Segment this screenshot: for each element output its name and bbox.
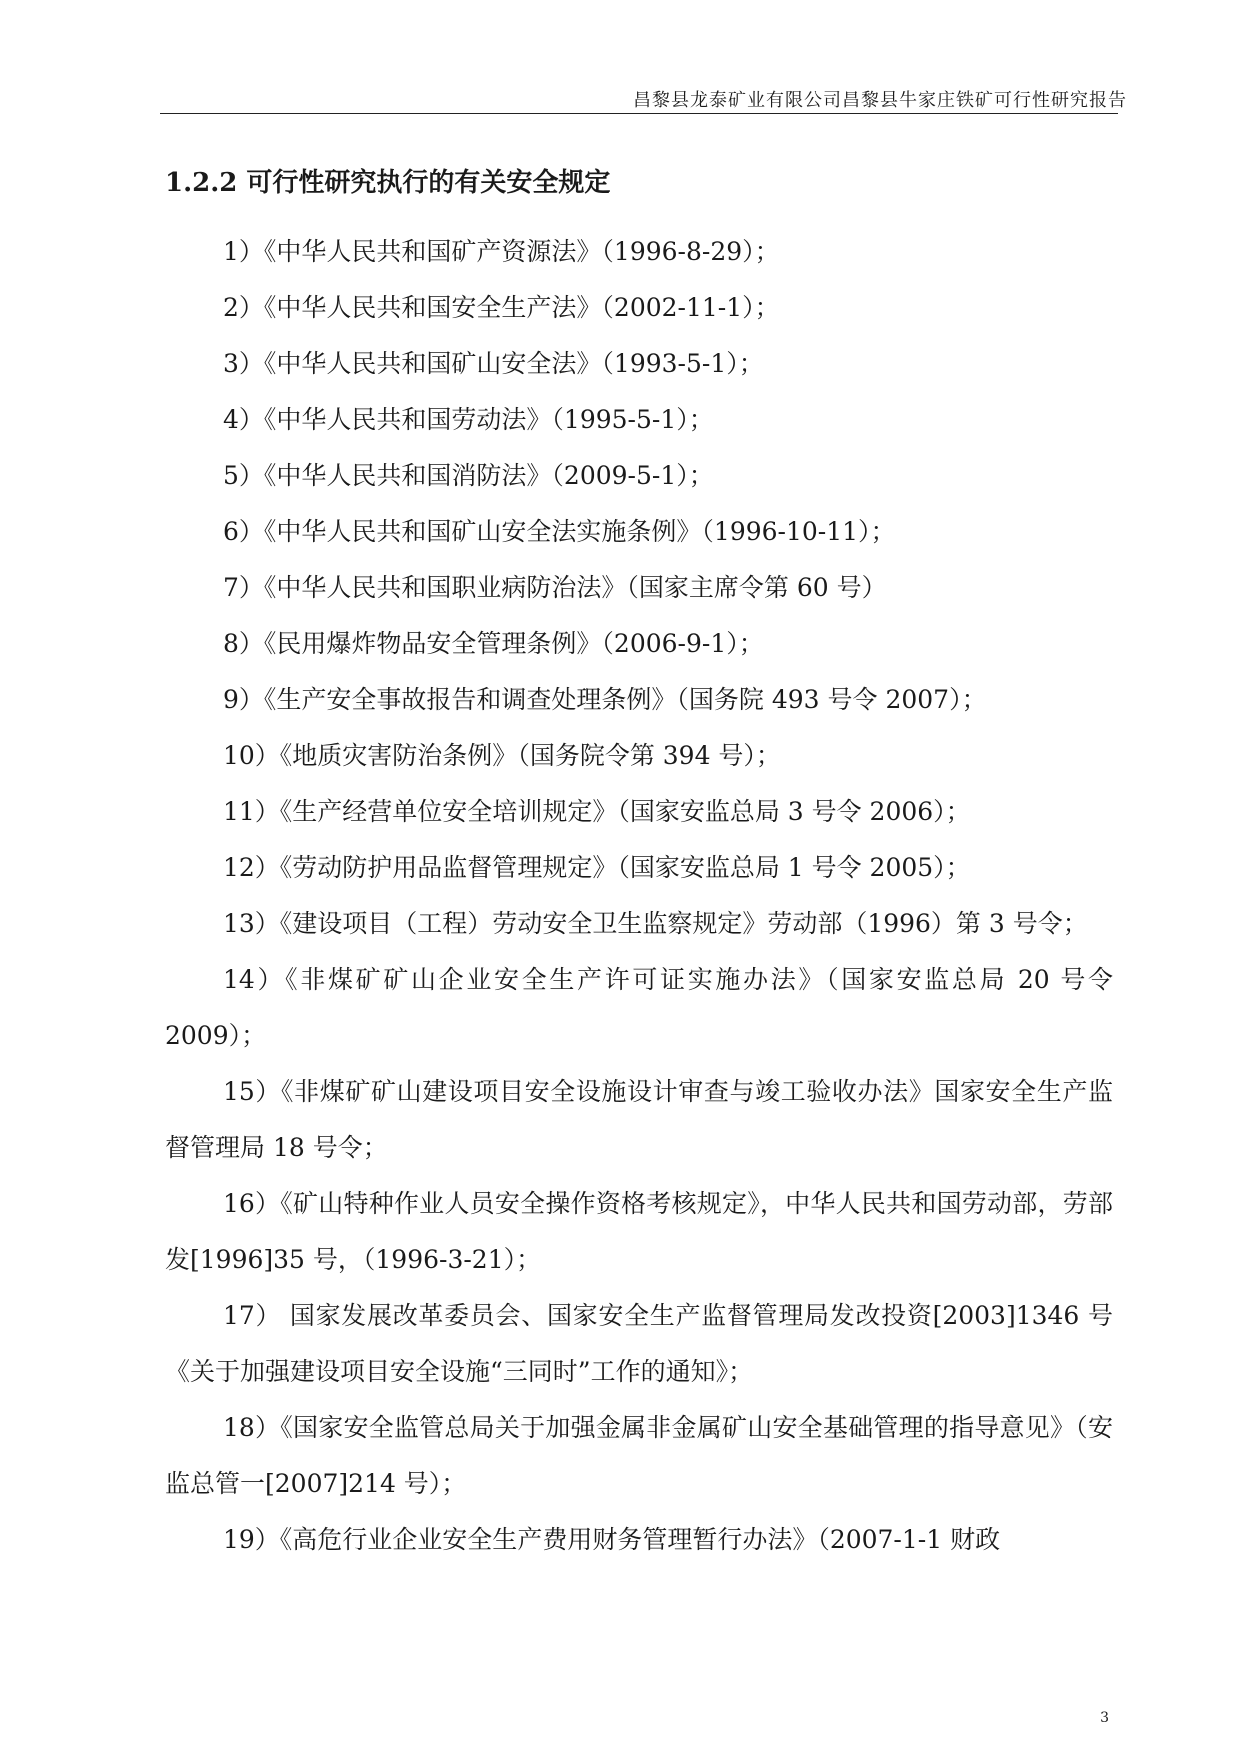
regulation-item: 15）《非煤矿矿山建设项目安全设施设计审查与竣工验收办法》国家安全生产监督管理局 18 号令； [165,1077,1113,1162]
regulation-item: 9）《生产安全事故报告和调查处理条例》（国务院 493 号令 2007）； [223,685,987,714]
regulation-item: 14）《非煤矿矿山企业安全生产许可证实施办法》（国家安监总局 20 号令 2009）； [165,965,1113,1050]
regulation-item: 10）《地质灾害防治条例》（国务院令第 394 号）； [223,741,781,770]
regulation-item: 3）《中华人民共和国矿山安全法》（1993-5-1）； [223,349,764,378]
regulation-item: 12）《劳动防护用品监督管理规定》（国家安监总局 1 号令 2005）； [223,853,971,882]
regulation-item: 18）《国家安全监管总局关于加强金属非金属矿山安全基础管理的指导意见》（安监总管一[2007]214 号）； [165,1413,1113,1498]
running-header: 昌黎县龙泰矿业有限公司昌黎县牛家庄铁矿可行性研究报告 [633,90,1127,111]
section-heading: 1.2.2 可行性研究执行的有关安全规定 [165,168,611,198]
header-divider [160,113,1118,114]
regulation-item: 1）《中华人民共和国矿产资源法》（1996-8-29）； [223,237,780,266]
regulation-item: 5）《中华人民共和国消防法》（2009-5-1）； [223,461,714,490]
regulation-item: 13）《建设项目（工程）劳动安全卫生监察规定》劳动部（1996）第 3 号令； [223,909,1088,938]
regulation-item: 11）《生产经营单位安全培训规定》（国家安监总局 3 号令 2006）； [223,797,971,826]
regulation-item: 2）《中华人民共和国安全生产法》（2002-11-1）； [223,293,780,322]
regulation-item: 6）《中华人民共和国矿山安全法实施条例》（1996-10-11）； [223,517,896,546]
regulation-item: 19）《高危行业企业安全生产费用财务管理暂行办法》（2007-1-1 财政 [223,1525,1001,1554]
regulation-item: 8）《民用爆炸物品安全管理条例》（2006-9-1）； [223,629,764,658]
regulation-item: 4）《中华人民共和国劳动法》（1995-5-1）； [223,405,714,434]
regulation-item: 16）《矿山特种作业人员安全操作资格考核规定》，中华人民共和国劳动部，劳部发[1996]35 号，（1996-3-21）； [165,1189,1113,1274]
regulation-item: 7）《中华人民共和国职业病防治法》（国家主席令第 60 号） [223,573,887,602]
regulation-item: 17） 国家发展改革委员会、国家安全生产监督管理局发改投资[2003]1346 号《关于加强建设项目安全设施“三同时”工作的通知》； [165,1301,1113,1386]
page-number: 3 [1100,1710,1109,1726]
regulation-list [165,224,1113,1568]
